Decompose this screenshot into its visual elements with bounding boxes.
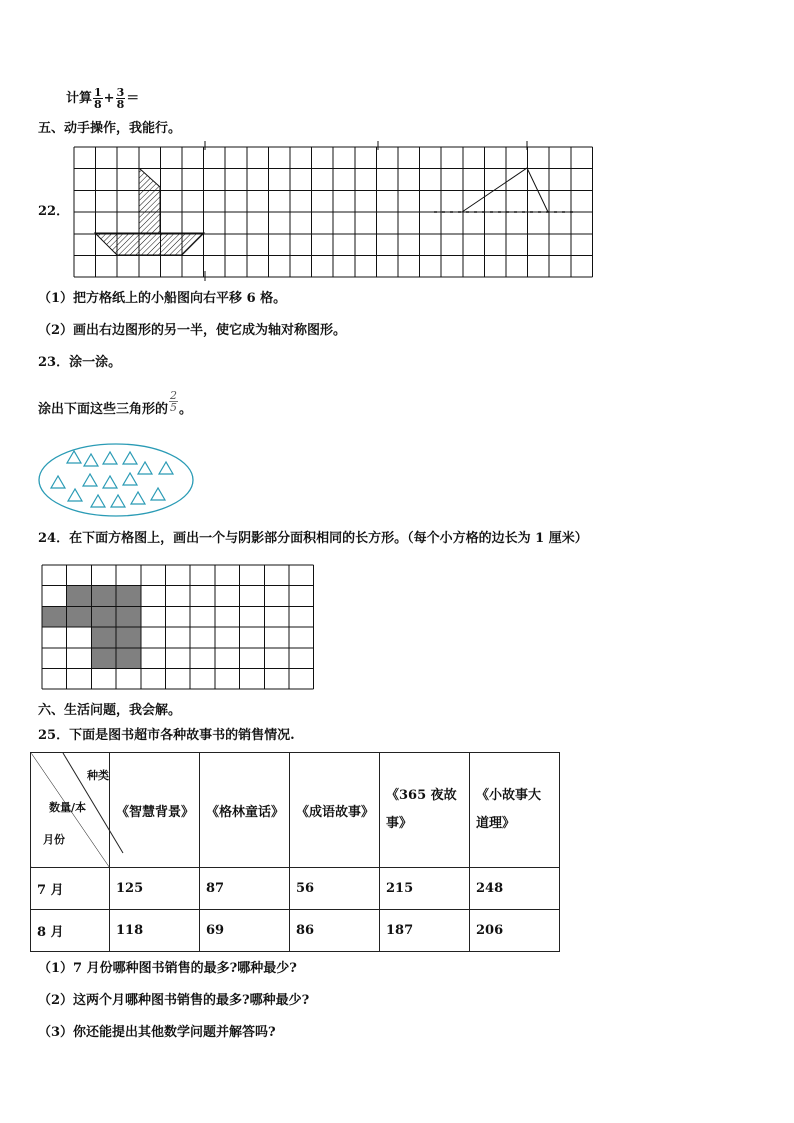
shaded-cell [91,648,116,669]
row-month: 8 月 [31,910,110,952]
shaded-cell [116,648,141,669]
q22-number: 22． [38,204,70,219]
shaded-cell [91,586,116,607]
table-cell: 86 [290,910,380,952]
table-cell: 56 [290,868,380,910]
table-cell: 125 [110,868,200,910]
q25-intro: 25．下面是图书超市各种故事书的销售情况. [38,728,295,743]
q23-title: 23．涂一涂。 [38,355,122,370]
table-header-row [31,753,560,868]
table-cell: 69 [200,910,290,952]
shaded-cell [116,627,141,648]
column-header: 《智慧背景》 [110,753,200,868]
shaded-cell [42,606,67,627]
q24-text: 24．在下面方格图上，画出一个与阴影部分面积相同的长方形。（每个小方格的边长为 1 厘米） [38,531,588,546]
fraction-3-8: $\frac{3}{8}$ [116,86,125,111]
column-header: 《格林童话》 [200,753,290,868]
shaded-cell [116,606,141,627]
fraction-2-5: $\frac{2}{5}$ [170,389,178,414]
q22-sub2: （2）画出右边图形的另一半，使它成为轴对称图形。 [38,323,347,338]
table-cell: 206 [470,910,560,952]
table-cell: 215 [380,868,470,910]
sales-table [30,752,560,952]
shaded-cell [116,586,141,607]
column-header: 《365 夜故事》 [380,753,470,868]
column-header: 《成语故事》 [290,753,380,868]
q25-question-2: （2）这两个月哪种图书销售的最多?哪种最少? [38,993,310,1008]
table-cell: 87 [200,868,290,910]
shaded-cell [91,627,116,648]
table-cell: 187 [380,910,470,952]
q22-sub1: （1）把方格纸上的小船图向右平移 6 格。 [38,291,287,306]
row-month: 7 月 [31,868,110,910]
q23-instruction-text: 涂出下面这些三角形的 [38,402,169,417]
column-header: 《小故事大道理》 [470,753,560,868]
equals-sign: ＝ [126,91,140,106]
corner-month-label: 月份 [43,833,65,846]
q25-question-3: （3）你还能提出其他数学问题并解答吗? [38,1025,276,1040]
calc-prefix: 计算 [66,91,93,106]
plus-sign: + [103,91,115,106]
section-5-heading: 五、动手操作，我能行。 [38,121,182,136]
table-row [31,868,560,910]
shaded-cell [67,606,92,627]
shaded-cell [67,586,92,607]
corner-qty-label: 数量/本 [49,801,87,814]
table-cell: 248 [470,868,560,910]
q25-question-1: （1）7 月份哪种图书销售的最多?哪种最少? [38,961,297,976]
section-6-heading: 六、生活问题，我会解。 [38,703,182,718]
corner-type-label: 种类 [87,769,109,782]
table-corner-cell [31,753,110,868]
q23-period: 。 [179,402,193,417]
table-row [31,910,560,952]
fraction-1-8: $\frac{1}{8}$ [94,86,102,111]
shaded-cell [91,606,116,627]
table-cell: 118 [110,910,200,952]
